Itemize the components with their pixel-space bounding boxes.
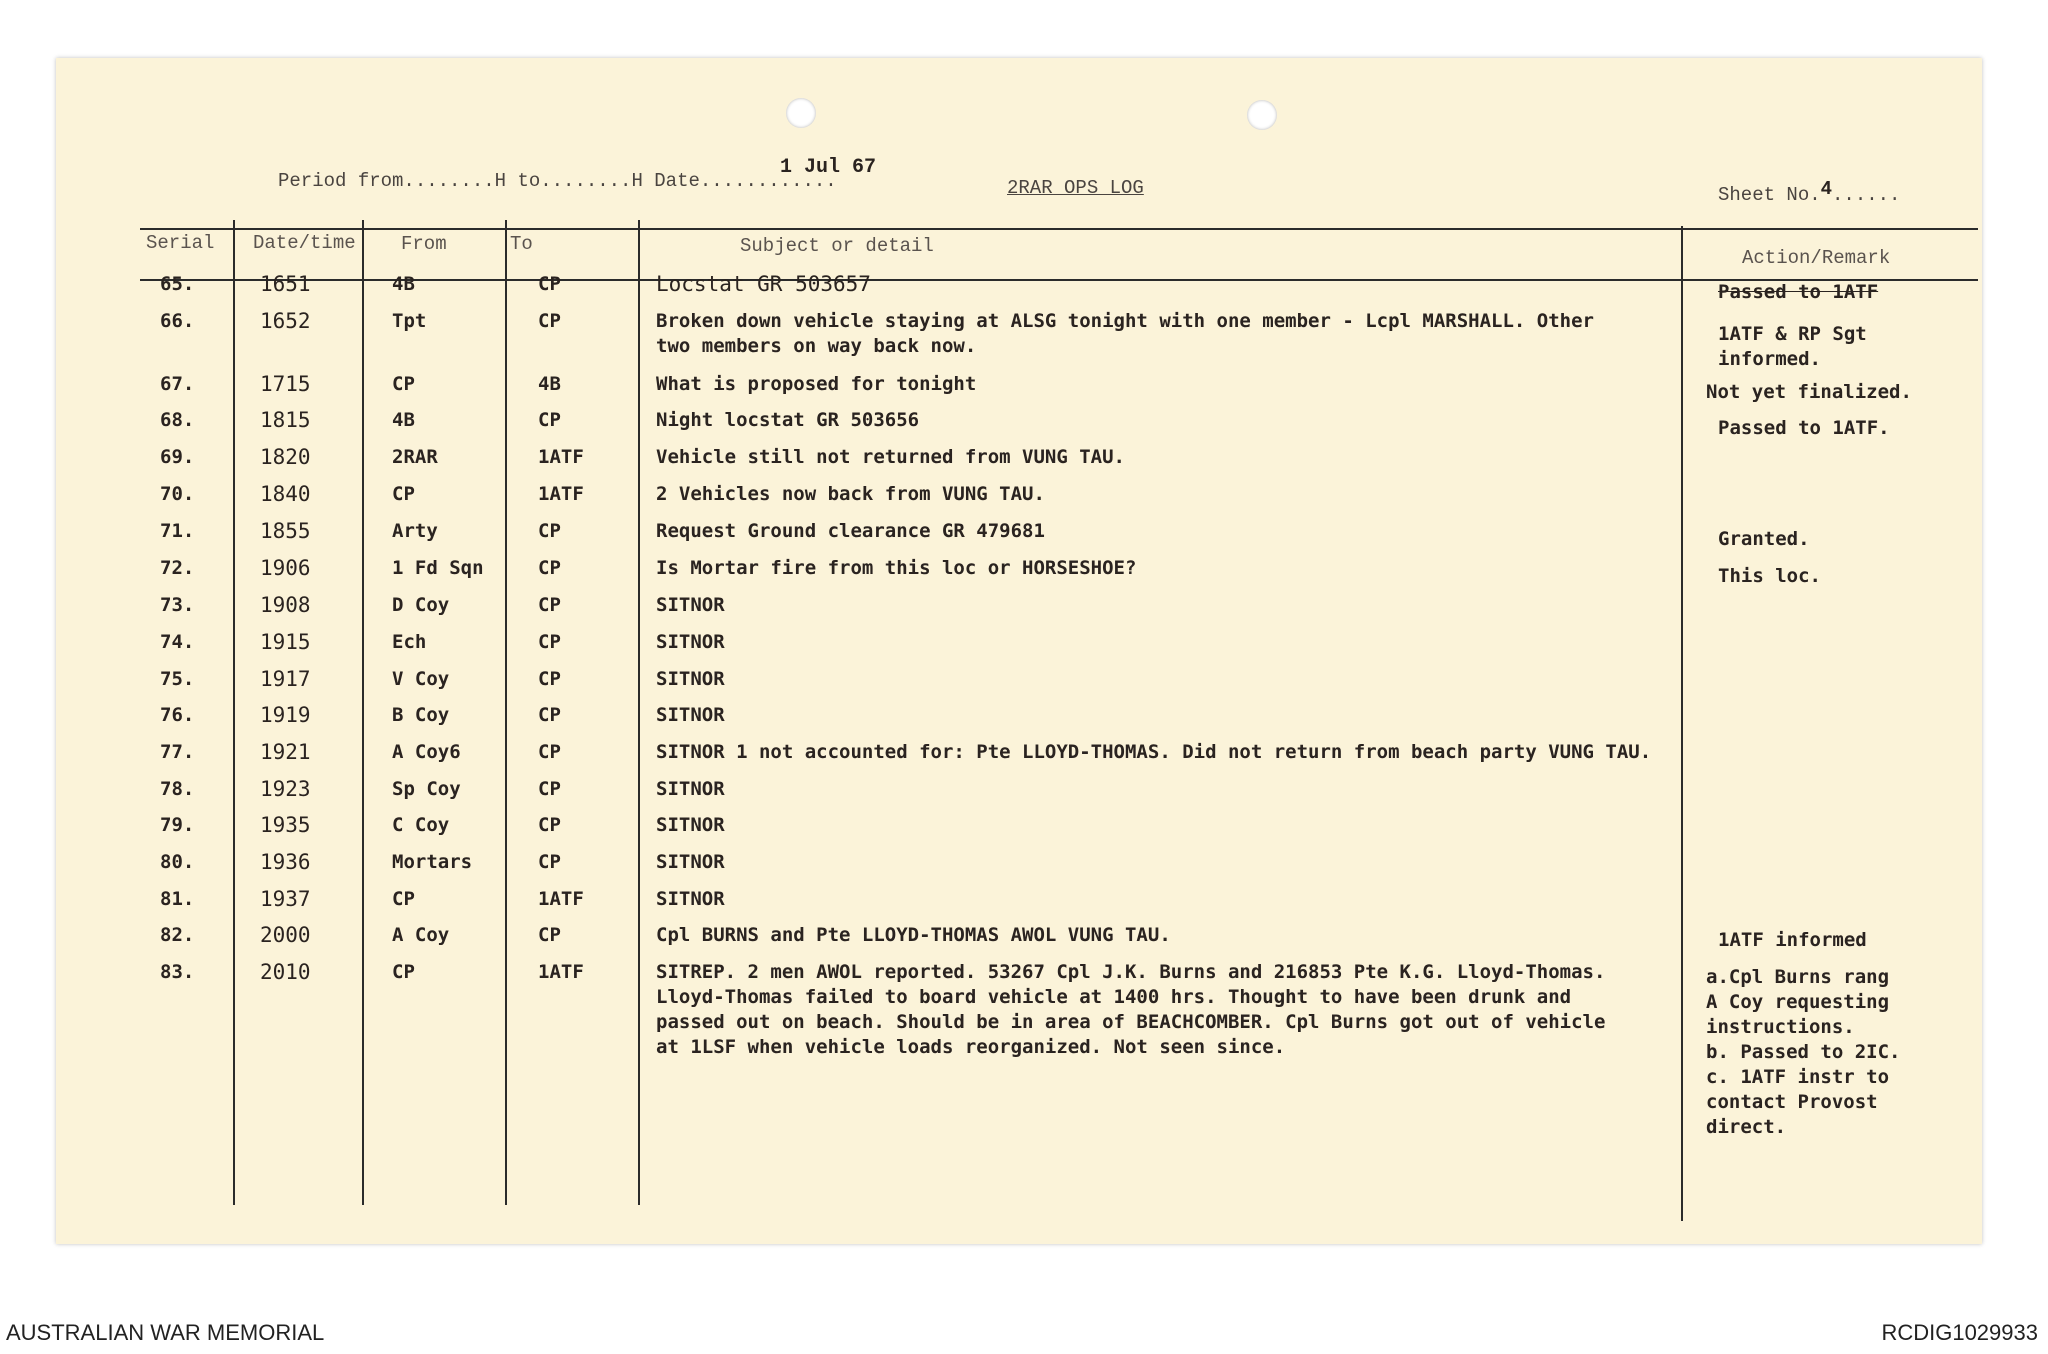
- remark-line: c. 1ATF instr to: [1706, 1066, 1890, 1088]
- serial-cell: 72.: [160, 557, 195, 579]
- to-cell: CP: [538, 704, 561, 726]
- subject-line: Vehicle still not returned from VUNG TAU.: [656, 446, 1125, 468]
- from-cell: A Coy: [392, 924, 450, 946]
- to-cell: CP: [538, 557, 561, 579]
- to-cell: 4B: [538, 373, 561, 395]
- serial-cell: 76.: [160, 704, 195, 726]
- from-cell: D Coy: [392, 594, 450, 616]
- from-cell: 4B: [392, 273, 415, 295]
- to-cell: CP: [538, 409, 561, 431]
- header-top-rule: [140, 228, 1978, 230]
- from-cell: 2RAR: [392, 446, 438, 468]
- to-cell: 1ATF: [538, 483, 584, 505]
- to-cell: CP: [538, 924, 561, 946]
- subject-line: What is proposed for tonight: [656, 373, 977, 395]
- subject-line: SITNOR: [656, 888, 725, 910]
- time-cell: 1652: [260, 309, 311, 333]
- to-cell: CP: [538, 520, 561, 542]
- from-cell: Sp Coy: [392, 778, 461, 800]
- from-cell: 4B: [392, 409, 415, 431]
- remark-line: This loc.: [1718, 565, 1821, 587]
- time-cell: 1937: [260, 887, 311, 911]
- time-cell: 1815: [260, 408, 311, 432]
- time-cell: 1840: [260, 482, 311, 506]
- from-cell: Ech: [392, 631, 427, 653]
- remark-line: Passed to 1ATF.: [1718, 417, 1890, 439]
- serial-cell: 81.: [160, 888, 195, 910]
- serial-cell: 77.: [160, 741, 195, 763]
- from-cell: 1 Fd Sqn: [392, 557, 484, 579]
- serial-cell: 75.: [160, 668, 195, 690]
- remark-line: 1ATF & RP Sgt: [1718, 323, 1867, 345]
- column-divider-5: [1681, 226, 1683, 1221]
- subject-line: SITNOR: [656, 814, 725, 836]
- to-cell: CP: [538, 668, 561, 690]
- from-cell: Mortars: [392, 851, 473, 873]
- remark-line: b. Passed to 2IC.: [1706, 1041, 1901, 1063]
- time-cell: 1715: [260, 372, 311, 396]
- serial-cell: 71.: [160, 520, 195, 542]
- serial-cell: 82.: [160, 924, 195, 946]
- to-cell: CP: [538, 741, 561, 763]
- footer-archive-name: AUSTRALIAN WAR MEMORIAL: [6, 1320, 325, 1345]
- serial-cell: 73.: [160, 594, 195, 616]
- from-cell: CP: [392, 373, 415, 395]
- subject-line: SITNOR: [656, 668, 725, 690]
- to-cell: CP: [538, 814, 561, 836]
- to-cell: CP: [538, 594, 561, 616]
- subject-line: Broken down vehicle staying at ALSG tonight with one member - Lcpl MARSHALL. Other: [656, 310, 1594, 332]
- time-cell: 1919: [260, 703, 311, 727]
- subject-line: Locstat GR 503657: [656, 272, 871, 296]
- subject-line: Night locstat GR 503656: [656, 409, 920, 431]
- serial-cell: 69.: [160, 446, 195, 468]
- from-cell: Tpt: [392, 310, 427, 332]
- punch-hole-right: [1247, 100, 1277, 130]
- subject-line: SITNOR: [656, 778, 725, 800]
- to-cell: CP: [538, 310, 561, 332]
- subject-line: Cpl BURNS and Pte LLOYD-THOMAS AWOL VUNG TAU.: [656, 924, 1171, 946]
- remark-line: informed.: [1718, 348, 1821, 370]
- to-cell: 1ATF: [538, 446, 584, 468]
- period-field: Period from........H to........H Date............: [278, 170, 837, 192]
- sheet-label: Sheet No.: [1718, 184, 1821, 206]
- serial-cell: 65.: [160, 273, 195, 295]
- subject-line: 2 Vehicles now back from VUNG TAU.: [656, 483, 1045, 505]
- serial-cell: 74.: [160, 631, 195, 653]
- serial-cell: 80.: [160, 851, 195, 873]
- serial-cell: 67.: [160, 373, 195, 395]
- from-cell: CP: [392, 483, 415, 505]
- to-cell: CP: [538, 778, 561, 800]
- punch-hole-left: [786, 98, 816, 128]
- to-cell: 1ATF: [538, 888, 584, 910]
- time-cell: 1917: [260, 667, 311, 691]
- from-cell: CP: [392, 888, 415, 910]
- column-divider-3: [505, 220, 507, 1205]
- from-cell: B Coy: [392, 704, 450, 726]
- time-cell: 1921: [260, 740, 311, 764]
- sheet-number-field: [1718, 178, 1901, 206]
- subject-line: SITNOR: [656, 704, 725, 726]
- remark-line: 1ATF informed: [1718, 929, 1867, 951]
- remark-line: Passed to 1ATF: [1718, 281, 1879, 303]
- subject-line: passed out on beach. Should be in area of BEACHCOMBER. Cpl Burns got out of vehicle: [656, 1011, 1606, 1033]
- sheet-dots: ......: [1832, 184, 1901, 206]
- header-bottom-rule: [140, 279, 1978, 281]
- subject-line: SITREP. 2 men AWOL reported. 53267 Cpl J.K. Burns and 216853 Pte K.G. Lloyd-Thomas.: [656, 961, 1606, 983]
- to-cell: CP: [538, 631, 561, 653]
- subject-line: Request Ground clearance GR 479681: [656, 520, 1045, 542]
- time-cell: 1936: [260, 850, 311, 874]
- time-cell: 1923: [260, 777, 311, 801]
- col-header-remark: Action/Remark: [1742, 247, 1891, 269]
- from-cell: A Coy6: [392, 741, 461, 763]
- subject-line: SITNOR 1 not accounted for: Pte LLOYD-THOMAS. Did not return from beach party VUNG TAU.: [656, 741, 1652, 763]
- time-cell: 1651: [260, 272, 311, 296]
- to-cell: CP: [538, 851, 561, 873]
- time-cell: 1908: [260, 593, 311, 617]
- column-divider-2: [362, 220, 364, 1205]
- col-header-datetime: Date/time: [253, 232, 356, 254]
- serial-cell: 78.: [160, 778, 195, 800]
- time-cell: 2010: [260, 960, 311, 984]
- col-header-to: To: [510, 233, 533, 255]
- footer-record-id: RCDIG1029933: [1881, 1320, 2038, 1345]
- col-header-from: From: [401, 233, 447, 255]
- subject-line: SITNOR: [656, 851, 725, 873]
- subject-line: SITNOR: [656, 594, 725, 616]
- to-cell: 1ATF: [538, 961, 584, 983]
- time-cell: 1935: [260, 813, 311, 837]
- time-cell: 1855: [260, 519, 311, 543]
- col-header-serial: Serial: [146, 232, 215, 254]
- serial-cell: 83.: [160, 961, 195, 983]
- time-cell: 1906: [260, 556, 311, 580]
- subject-line: SITNOR: [656, 631, 725, 653]
- from-cell: CP: [392, 961, 415, 983]
- sheet-number: 4: [1820, 178, 1833, 200]
- serial-cell: 70.: [160, 483, 195, 505]
- serial-cell: 79.: [160, 814, 195, 836]
- column-divider-4: [638, 220, 640, 1205]
- log-title: 2RAR OPS LOG: [1007, 177, 1144, 199]
- subject-line: two members on way back now.: [656, 335, 977, 357]
- remark-line: A Coy requesting: [1706, 991, 1890, 1013]
- time-cell: 1915: [260, 630, 311, 654]
- subject-line: Lloyd-Thomas failed to board vehicle at 1400 hrs. Thought to have been drunk and: [656, 986, 1572, 1008]
- serial-cell: 66.: [160, 310, 195, 332]
- remark-line: a.Cpl Burns rang: [1706, 966, 1890, 988]
- remark-line: instructions.: [1706, 1016, 1855, 1038]
- log-date: 1 Jul 67: [780, 156, 877, 179]
- from-cell: C Coy: [392, 814, 450, 836]
- time-cell: 2000: [260, 923, 311, 947]
- remark-line: Not yet finalized.: [1706, 381, 1912, 403]
- remark-line: Granted.: [1718, 528, 1810, 550]
- remark-line: direct.: [1706, 1116, 1787, 1138]
- serial-cell: 68.: [160, 409, 195, 431]
- from-cell: V Coy: [392, 668, 450, 690]
- remark-line: contact Provost: [1706, 1091, 1878, 1113]
- subject-line: at 1LSF when vehicle loads reorganized. Not seen since.: [656, 1036, 1286, 1058]
- to-cell: CP: [538, 273, 561, 295]
- col-header-subject: Subject or detail: [740, 235, 934, 257]
- from-cell: Arty: [392, 520, 438, 542]
- time-cell: 1820: [260, 445, 311, 469]
- column-divider-1: [233, 220, 235, 1205]
- subject-line: Is Mortar fire from this loc or HORSESHOE?: [656, 557, 1137, 579]
